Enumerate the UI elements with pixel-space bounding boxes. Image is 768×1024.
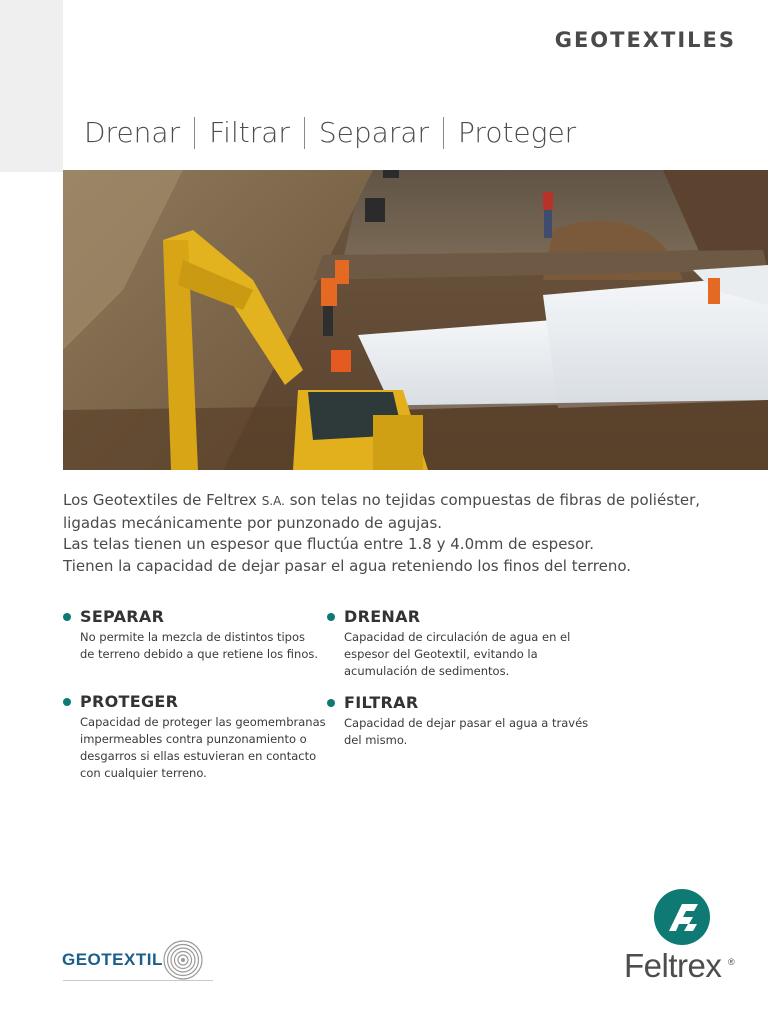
feature-separar <box>63 607 318 663</box>
brand-header: GEOTEXTILES <box>554 28 736 52</box>
tagline-divider <box>194 117 195 149</box>
feltrex-emblem-icon <box>652 887 712 947</box>
feature-drenar <box>327 607 570 680</box>
feature-filtrar <box>327 693 588 749</box>
bullet-icon <box>63 613 71 621</box>
tagline-drenar: Drenar <box>84 116 181 149</box>
geotextil-logo <box>62 938 205 982</box>
tagline-divider <box>443 117 444 149</box>
roll-icon <box>161 938 205 982</box>
tagline-separar: Separar <box>318 116 430 149</box>
feature-title: SEPARAR <box>80 607 165 626</box>
intro-line-3: Las telas tienen un espesor que fluctúa entre 1.8 y 4.0mm de espesor. <box>63 535 594 553</box>
bullet-icon <box>63 698 71 706</box>
registered-mark: ® <box>728 957 735 967</box>
feltrex-logo <box>622 887 742 987</box>
company-suffix: S.A. <box>261 494 285 508</box>
tagline-filtrar: Filtrar <box>209 116 290 149</box>
construction-photo <box>63 170 768 470</box>
feature-description: No permite la mezcla de distintos tipos de terreno debido a que retiene los finos. <box>80 630 318 661</box>
feature-title: DRENAR <box>344 607 421 626</box>
intro-text <box>63 490 753 577</box>
feature-title: PROTEGER <box>80 692 179 711</box>
tagline-divider <box>304 117 305 149</box>
bullet-icon <box>327 613 335 621</box>
feature-proteger <box>63 692 326 782</box>
bullet-icon <box>327 699 335 707</box>
feature-description: Capacidad de proteger las geomembranas impermeables contra punzonamiento o desgarros si ellas estuvieran en contacto con cualquier terreno. <box>80 715 326 780</box>
intro-line-4: Tienen la capacidad de dejar pasar el agua reteniendo los finos del terreno. <box>63 556 632 575</box>
construction-photo-illustration <box>63 170 768 470</box>
feature-title: FILTRAR <box>344 693 419 712</box>
geotextil-underline <box>63 980 213 981</box>
intro-line-1: Los Geotextiles de Feltrex S.A. son telas no tejidas compuestas de fibras de poliéster, <box>63 491 701 509</box>
tagline-proteger: Proteger <box>458 116 577 149</box>
feature-description: Capacidad de circulación de agua en el espesor del Geotextil, evitando la acumulación de sedimentos. <box>344 630 571 678</box>
tagline <box>84 116 576 149</box>
feature-description: Capacidad de dejar pasar el agua a través del mismo. <box>344 716 589 747</box>
geotextil-wordmark: GEOTEXTIL <box>62 950 163 969</box>
feltrex-wordmark: Feltrex <box>624 947 722 984</box>
corner-block <box>0 0 63 172</box>
intro-line-2: ligadas mecánicamente por punzonado de agujas. <box>63 513 443 532</box>
